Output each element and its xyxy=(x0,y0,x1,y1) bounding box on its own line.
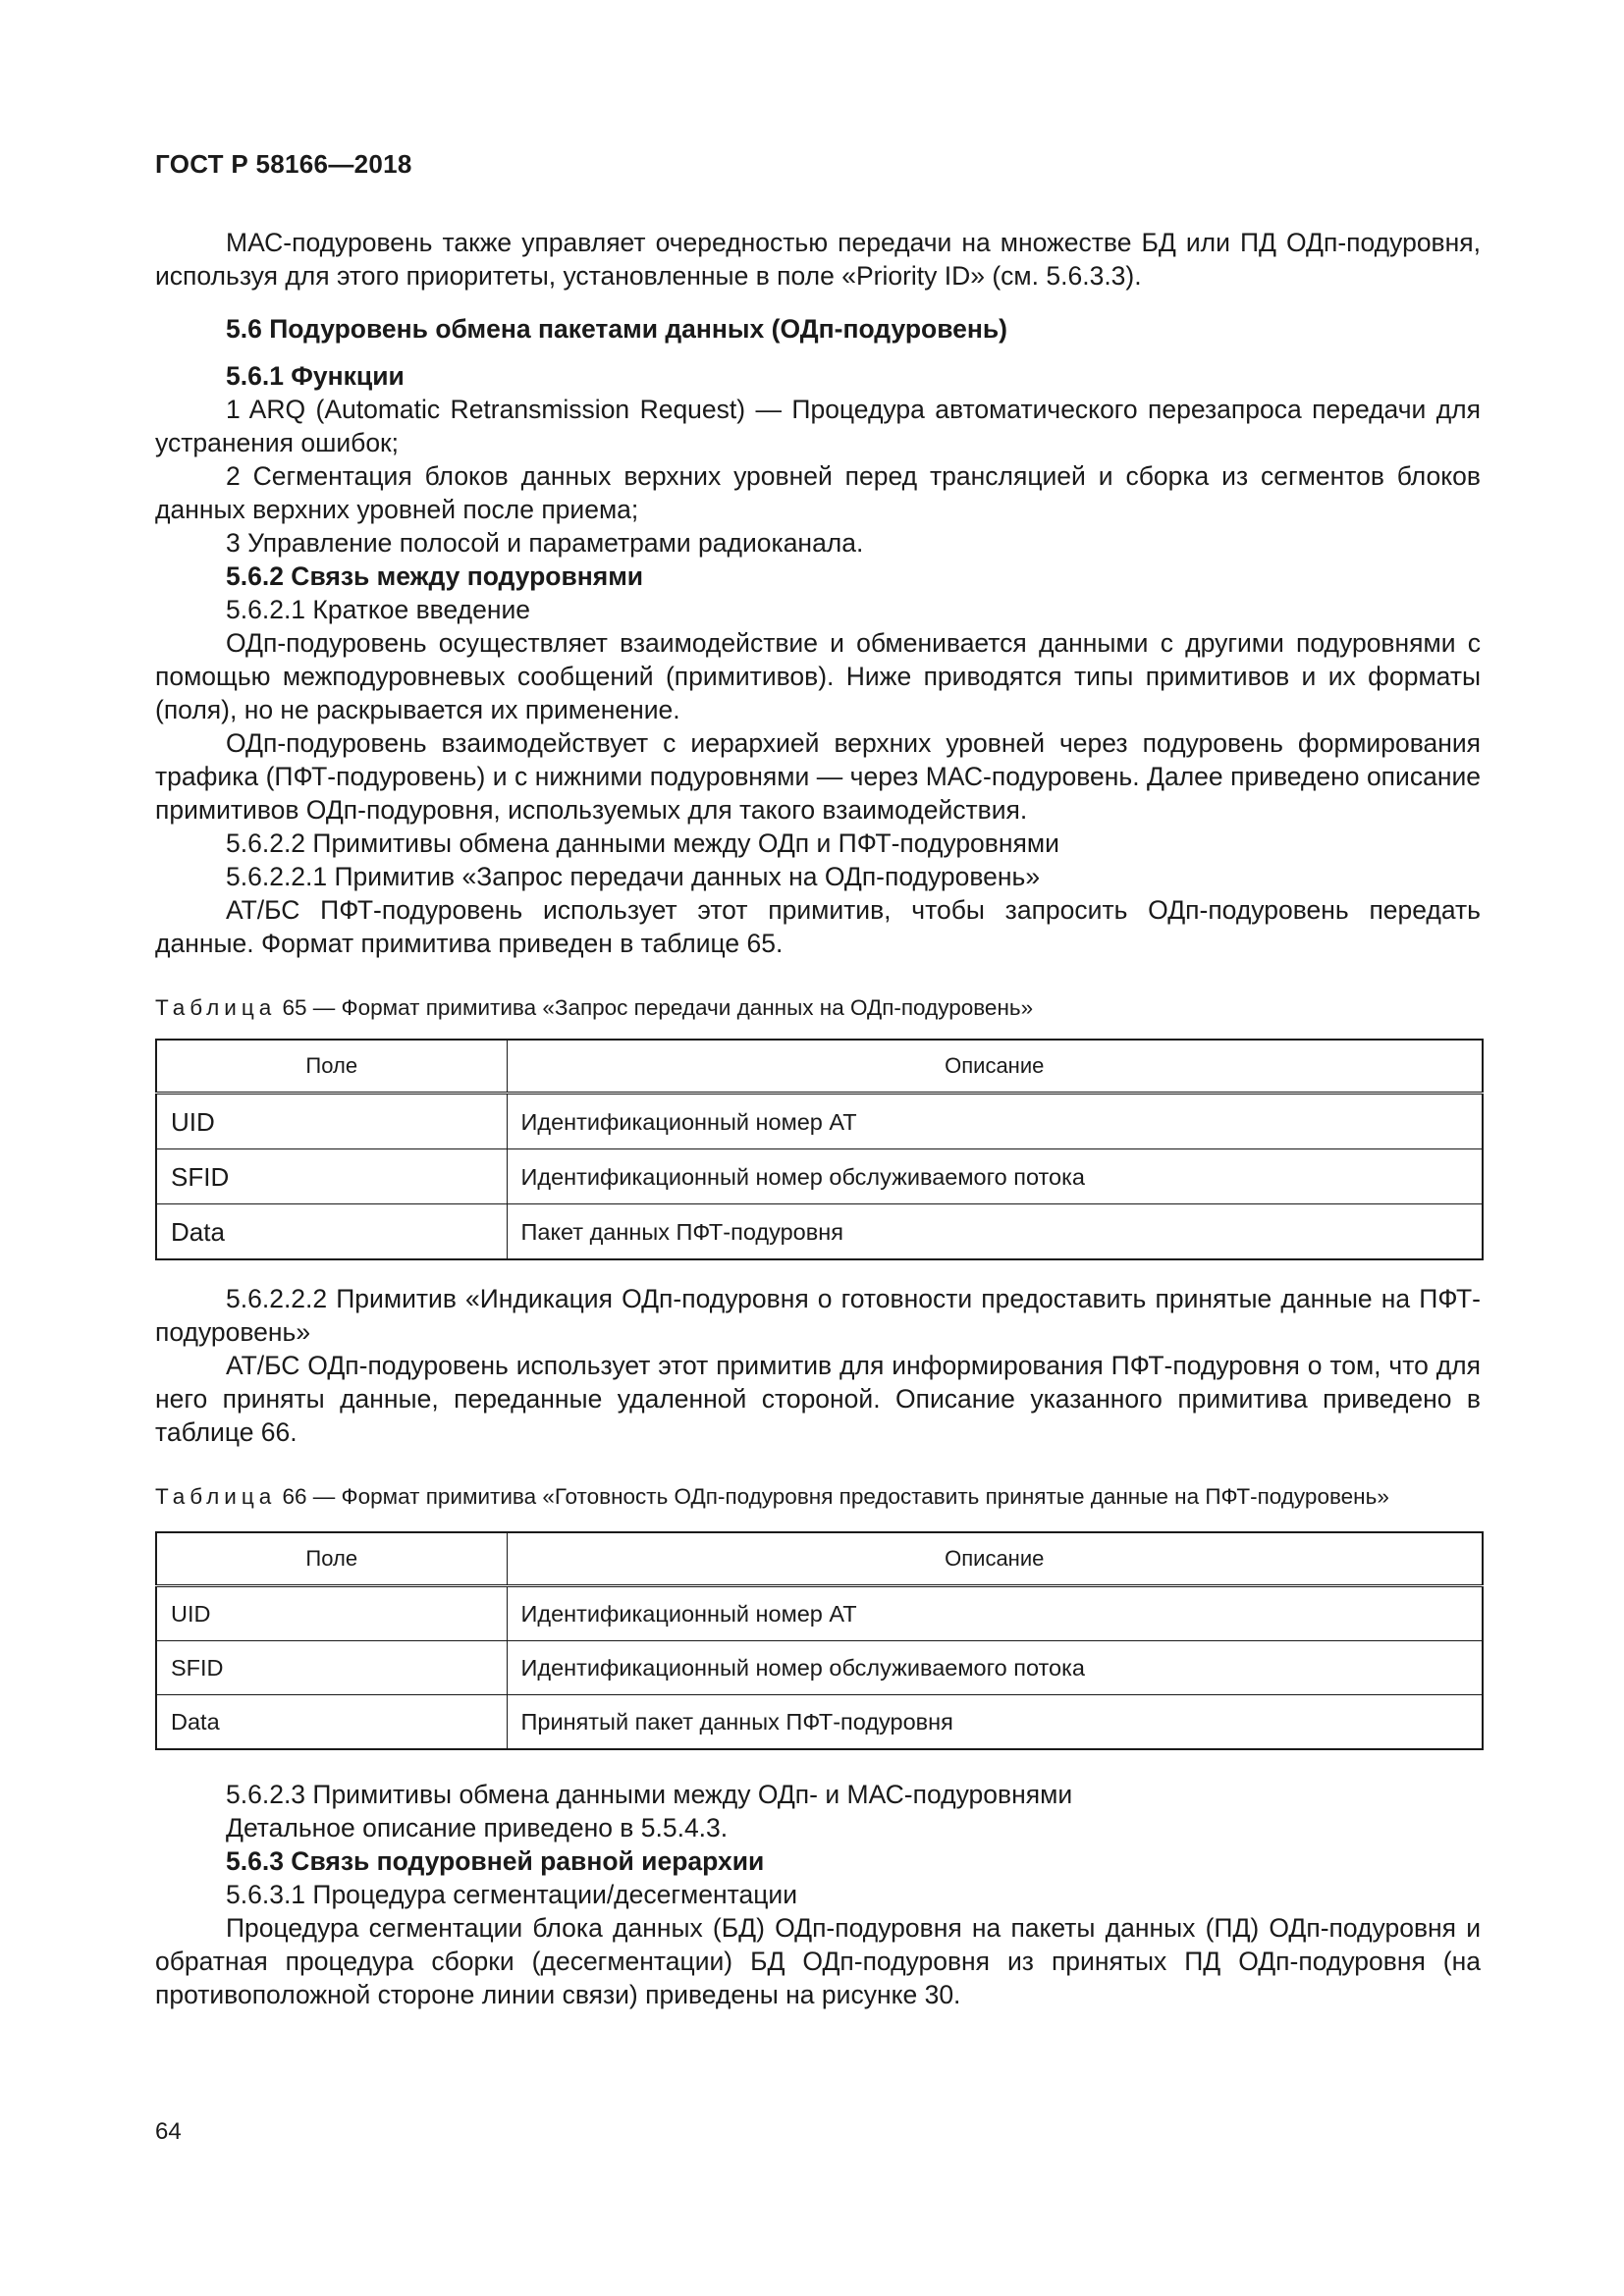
table-65-caption-word: Таблица xyxy=(155,995,277,1020)
section-5-6-2-1-paragraph-2: ОДп-подуровень взаимодействует с иерархией верхних уровней через подуровень формирования трафика (ПФТ-подуровень) и с нижними подуровнями — через МАС-подуровень. Далее приведено описание примитивов ОДп-подуровня, используемых для такого взаимодействия. xyxy=(155,728,1481,825)
section-5-6-2-1-heading: 5.6.2.1 Краткое введение xyxy=(226,595,530,624)
table-65 xyxy=(155,1039,1484,1260)
table-66-caption xyxy=(155,1482,1481,1512)
cell-description: Принятый пакет данных ПФТ-подуровня xyxy=(507,1695,1483,1750)
header-field: Поле xyxy=(156,1040,507,1094)
table-header-row xyxy=(156,1532,1483,1586)
table-66-caption-text: 66 — Формат примитива «Готовность ОДп-подуровня предоставить принятые данные на ПФТ-подуровень» xyxy=(282,1484,1389,1509)
document-header: ГОСТ Р 58166—2018 xyxy=(155,149,412,179)
section-5-6-2-2-1-paragraph: АТ/БС ПФТ-подуровень использует этот примитив, чтобы запросить ОДп-подуровень передать данные. Формат примитива приведен в таблице 65. xyxy=(155,895,1481,958)
cell-field: UID xyxy=(156,1586,507,1641)
cell-field: Data xyxy=(156,1695,507,1750)
cell-description: Идентификационный номер АТ xyxy=(507,1094,1483,1149)
section-5-6-2-3-paragraph: Детальное описание приведено в 5.5.4.3. xyxy=(226,1813,729,1842)
intro-paragraph: МАС-подуровень также управляет очередностью передачи на множестве БД или ПД ОДп-подуровня, используя для этого приоритеты, установленные в поле «Priority ID» (см. 5.6.3.3). xyxy=(155,228,1481,291)
section-5-6-2-2-2-paragraph: АТ/БС ОДп-подуровень использует этот примитив для информирования ПФТ-подуровня о том, что для него приняты данные, переданные удаленной стороной. Описание указанного примитива приведено в таблице 66. xyxy=(155,1351,1481,1447)
page-number: 64 xyxy=(155,2118,182,2145)
section-5-6-3-1-heading: 5.6.3.1 Процедура сегментации/десегментации xyxy=(226,1880,797,1909)
function-item-1: 1 ARQ (Automatic Retransmission Request) — Процедура автоматического перезапроса передачи для устранения ошибок; xyxy=(155,395,1481,457)
function-item-2: 2 Сегментация блоков данных верхних уровней перед трансляцией и сборка из сегментов блоков данных верхних уровней после приема; xyxy=(155,461,1481,524)
table-row xyxy=(156,1204,1483,1260)
section-5-6-3-1-paragraph: Процедура сегментации блока данных (БД) ОДп-подуровня на пакеты данных (ПД) ОДп-подуровня и обратная процедура сборки (десегментации) БД ОДп-подуровня из принятых ПД ОДп-подуровня (на противоположной стороне линии связи) приведены на рисунке 30. xyxy=(155,1913,1481,2009)
cell-description: Идентификационный номер АТ xyxy=(507,1586,1483,1641)
cell-field: Data xyxy=(156,1204,507,1260)
cell-field: SFID xyxy=(156,1641,507,1695)
section-5-6-heading: 5.6 Подуровень обмена пакетами данных (ОДп-подуровень) xyxy=(226,314,1008,344)
section-5-6-2-2-1-heading: 5.6.2.2.1 Примитив «Запрос передачи данных на ОДп-подуровень» xyxy=(226,862,1041,891)
table-row xyxy=(156,1586,1483,1641)
section-5-6-2-heading: 5.6.2 Связь между подуровнями xyxy=(226,561,644,591)
table-65-caption-text: 65 — Формат примитива «Запрос передачи данных на ОДп-подуровень» xyxy=(282,995,1034,1020)
section-5-6-2-3-heading: 5.6.2.3 Примитивы обмена данными между ОДп- и МАС-подуровнями xyxy=(226,1780,1073,1809)
section-5-6-1-heading: 5.6.1 Функции xyxy=(226,361,405,391)
cell-description: Идентификационный номер обслуживаемого потока xyxy=(507,1149,1483,1204)
cell-description: Пакет данных ПФТ-подуровня xyxy=(507,1204,1483,1260)
cell-field: UID xyxy=(156,1094,507,1149)
table-row xyxy=(156,1094,1483,1149)
function-item-3: 3 Управление полосой и параметрами радиоканала. xyxy=(226,528,864,558)
section-5-6-3-heading: 5.6.3 Связь подуровней равной иерархии xyxy=(226,1846,765,1876)
table-66-caption-word: Таблица xyxy=(155,1484,277,1509)
header-field: Поле xyxy=(156,1532,507,1586)
cell-field: SFID xyxy=(156,1149,507,1204)
table-row xyxy=(156,1149,1483,1204)
table-header-row xyxy=(156,1040,1483,1094)
table-row xyxy=(156,1641,1483,1695)
section-5-6-2-2-heading: 5.6.2.2 Примитивы обмена данными между ОДп и ПФТ-подуровнями xyxy=(226,828,1059,858)
section-5-6-2-1-paragraph-1: ОДп-подуровень осуществляет взаимодействие и обменивается данными с другими подуровнями с помощью межподуровневых сообщений (примитивов). Ниже приводятся типы примитивов и их форматы (поля), но не раскрывается их применение. xyxy=(155,628,1481,724)
header-description: Описание xyxy=(507,1532,1483,1586)
table-66 xyxy=(155,1531,1484,1750)
section-5-6-2-2-2-heading: 5.6.2.2.2 Примитив «Индикация ОДп-подуровня о готовности предоставить принятые данные на ПФТ-подуровень» xyxy=(155,1284,1481,1347)
table-65-caption xyxy=(155,993,1481,1023)
cell-description: Идентификационный номер обслуживаемого потока xyxy=(507,1641,1483,1695)
header-description: Описание xyxy=(507,1040,1483,1094)
table-row xyxy=(156,1695,1483,1750)
page-content xyxy=(155,226,1481,2011)
